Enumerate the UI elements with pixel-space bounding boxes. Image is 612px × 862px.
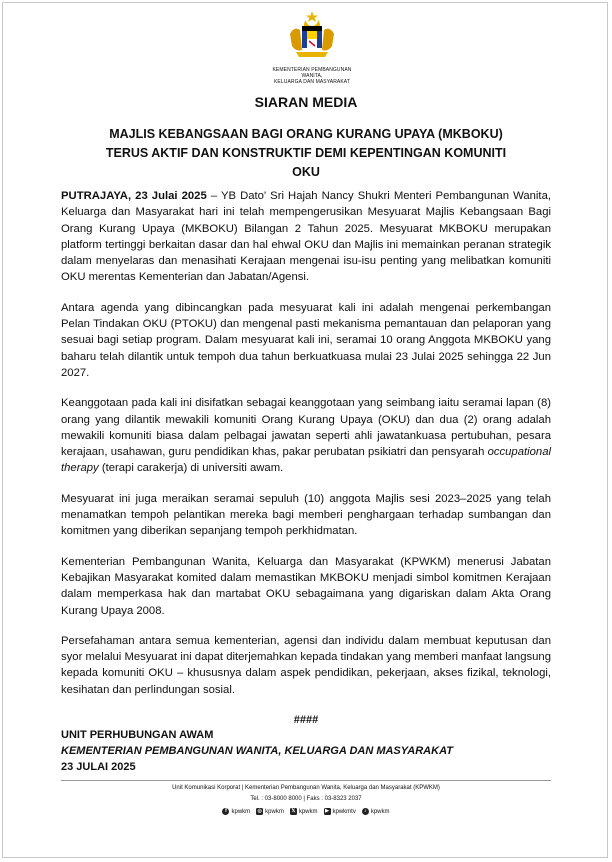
facebook-icon: f bbox=[222, 808, 229, 815]
coat-of-arms-logo bbox=[284, 8, 340, 64]
paragraph-3: Keanggotaan pada kali ini disifatkan sebagai keanggotaan yang seimbang iaitu seramai lapan (8) orang yang dilantik mewakili komuniti Orang Kurang Upaya (OKU) dan dua (2) orang adalah mewakili komuniti biasa dalam pelbagai jawatan seperti ahli jawatankuasa pertubuhan, pesara kerajaan, usahawan, guru pendidikan khas, pakar perubatan psikiatri dan pensyarah occupational therapy (terapi carakerja) di universiti awam. bbox=[61, 397, 551, 475]
x-icon: 𝕏 bbox=[291, 808, 296, 814]
signoff-ministry: KEMENTERIAN PEMBANGUNAN WANITA, KELUARGA DAN MASYARAKAT bbox=[61, 745, 453, 757]
signoff-block bbox=[61, 727, 453, 775]
paragraph-2: Antara agenda yang dibincangkan pada mesyuarat kali ini adalah mengenai perkembangan Pelan Tindakan OKU (PTOKU) dan mengenal pasti mekanisma pemantauan dan pelaporan yang sesuai bagi setiap program. Dalam mesyuarat kali ini, seramai 10 orang Anggota MKBOKU yang baharu telah dilantik untuk tempoh dua tahun berkuatkuasa mulai 23 Julai 2025 sehingga 22 Jun 2027. bbox=[61, 301, 551, 379]
paragraph-4: Mesyuarat ini juga meraikan seramai sepuluh (10) anggota Majlis sesi 2023–2025 yang telah menamatkan tempoh pelantikan mereka bagi memberi penghargaan terhadap sumbangan dan komitmen yang diberikan sepanjang tempoh perkhidmatan. bbox=[61, 492, 551, 538]
signoff-unit: UNIT PERHUBUNGAN AWAM bbox=[61, 729, 214, 741]
title-line: MAJLIS KEBANGSAAN BAGI ORANG KURANG UPAYA (MKBOKU) bbox=[109, 127, 503, 141]
ministry-name-logo-text: KEMENTERIAN PEMBANGUNAN WANITA, KELUARGA DAN MASYARAKAT bbox=[272, 67, 352, 85]
social-youtube[interactable]: ▶ kpwkmtv bbox=[325, 808, 356, 815]
press-release-body bbox=[61, 188, 551, 698]
tiktok-icon: ♪ bbox=[362, 808, 369, 815]
social-tiktok[interactable]: ♪ kpwkm bbox=[362, 808, 390, 815]
paragraph-5: Kementerian Pembangunan Wanita, Keluarga dan Masyarakat (KPWKM) menerusi Jabatan Kebajikan Masyarakat komited dalam memastikan MKBOKU menjadi simbol komitmen Kerajaan dalam memperkasa hak dan martabat OKU sebagaimana yang digariskan dalam Akta Orang Kurang Upaya 2008. bbox=[61, 555, 551, 617]
footer-divider bbox=[61, 780, 551, 781]
paragraph-1: PUTRAJAYA, 23 Julai 2025 – YB Dato' Sri Hajah Nancy Shukri Menteri Pembangunan Wanita, Keluarga dan Masyarakat hari ini telah mempengerusikan Mesyuarat Majlis Kebangsaan Bagi Orang Kurang Upaya (MKBOKU) Bilangan 2 Tahun 2025. Mesyuarat MKBOKU merupakan platform tertinggi berkaitan dasar dan hal ehwal OKU dan Majlis ini memainkan peranan strategik dalam menyelaras dan menasihati Kerajaan mengenai isu-isu penting yang melibatkan komuniti OKU merentas Kementerian dan Jabatan/Agensi. bbox=[61, 190, 551, 284]
social-x[interactable]: 𝕏 kpwkm bbox=[291, 808, 318, 815]
social-instagram[interactable]: ◎ kpwkm bbox=[257, 808, 284, 815]
title-line: TERUS AKTIF DAN KONSTRUKTIF DEMI KEPENTINGAN KOMUNITI bbox=[105, 146, 507, 160]
youtube-icon: ▶ bbox=[325, 808, 329, 814]
signoff-date: 23 JULAI 2025 bbox=[61, 761, 136, 773]
title-line: OKU bbox=[292, 165, 320, 179]
dateline: PUTRAJAYA, 23 Julai 2025 bbox=[61, 190, 207, 202]
instagram-icon: ◎ bbox=[257, 808, 262, 814]
footer-contact-line: Tel. : 03-8000 8000 | Faks : 03-8323 2037 bbox=[250, 796, 362, 802]
footer-unit-line: Unit Komunikasi Korporat | Kementerian Pembangunan Wanita, Keluarga dan Masyarakat (KPWKM) bbox=[172, 785, 440, 791]
social-links bbox=[0, 808, 612, 815]
paragraph-6: Persefahaman antara semua kementerian, agensi dan individu dalam membuat keputusan dan syor melalui Mesyuarat ini dapat diterjemahkan kepada tindakan yang memberi manfaat langsung kepada komuniti OKU – khususnya dalam aspek pendidikan, pekerjaan, akses fizikal, teknologi, kesihatan dan perlindungan sosial. bbox=[61, 634, 551, 696]
social-facebook[interactable]: f kpwkm bbox=[222, 808, 250, 815]
document-heading: SIARAN MEDIA bbox=[254, 94, 358, 110]
end-separator: #### bbox=[293, 714, 319, 726]
document-title bbox=[70, 125, 542, 182]
